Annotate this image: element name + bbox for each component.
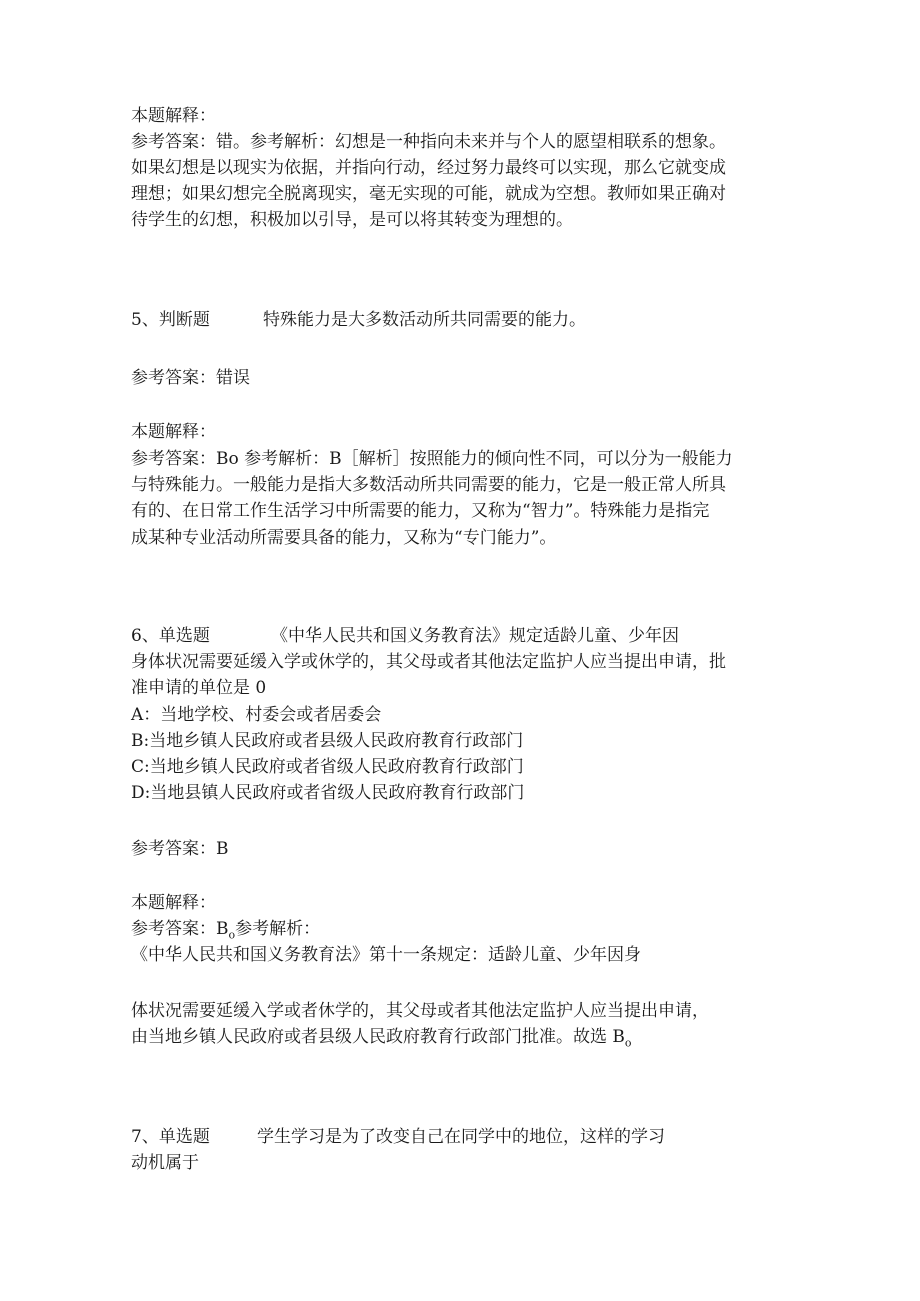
- q6-stem-line: 准申请的单位是 0: [131, 678, 267, 698]
- q7-question: [131, 1124, 665, 1150]
- q7-stem-line: 动机属于: [131, 1153, 199, 1173]
- q6-explain-body-text: 由当地乡镇人民政府或者县级人民政府教育行政部门批准。故选 B: [131, 1027, 625, 1047]
- q5-explain-line: 有的、在日常工作生活学习中所需要的能力，又称为“智力”。特殊能力是指完: [131, 501, 710, 521]
- q6-explain-body: [131, 1024, 632, 1056]
- q4-explain-line: 理想；如果幻想完全脱离现实，毫无实现的可能，就成为空想。教师如果正确对: [131, 184, 726, 204]
- q7-type-label: 7、单选题: [131, 1127, 210, 1147]
- q6-explain-cite: 《中华人民共和国义务教育法》第十一条规定：适龄儿童、少年因身: [131, 945, 641, 965]
- q5-explain-line: 参考答案：Bo 参考解析：B［解析］按照能力的倾向性不同，可以分为一般能力: [131, 449, 733, 469]
- q5-explain-title: 本题解释：: [131, 422, 216, 442]
- q6-option-c: C:当地乡镇人民政府或者省级人民政府教育行政部门: [131, 757, 524, 777]
- q6-explain-head-text: 参考答案：B: [131, 919, 229, 939]
- q6-question: [131, 623, 679, 649]
- q5-type-label: 5、判断题: [131, 310, 210, 330]
- q6-option-b: B:当地乡镇人民政府或者县级人民政府教育行政部门: [131, 731, 524, 751]
- q6-option-a: A：当地学校、村委会或者居委会: [131, 705, 382, 725]
- q4-explain-title: 本题解释：: [131, 106, 216, 126]
- q6-option-d: D:当地县镇人民政府或者省级人民政府教育行政部门: [131, 783, 525, 803]
- q5-answer: 参考答案：错误: [131, 368, 250, 388]
- q5-question: [131, 307, 586, 333]
- q6-stem-line: 身体状况需要延缓入学或休学的，其父母或者其他法定监护人应当提出申请，批: [131, 652, 726, 672]
- q4-explain-line: 参考答案：错。参考解析：幻想是一种指向未来并与个人的愿望相联系的想象。: [131, 132, 726, 152]
- q6-answer: 参考答案：B: [131, 839, 229, 859]
- q5-stem: 特殊能力是大多数活动所共同需要的能力。: [263, 310, 586, 330]
- q4-explain-line: 待学生的幻想，积极加以引导，是可以将其转变为理想的。: [131, 210, 573, 230]
- q5-explain-line: 与特殊能力。一般能力是指大多数活动所共同需要的能力，它是一般正常人所具: [131, 475, 726, 495]
- q4-explain-line: 如果幻想是以现实为依据，并指向行动，经过努力最终可以实现，那么它就变成: [131, 158, 726, 178]
- q6-type-label: 6、单选题: [131, 626, 210, 646]
- q6-explain-body: 体状况需要延缓入学或者休学的，其父母或者其他法定监护人应当提出申请，: [131, 1001, 709, 1021]
- q6-explain-head-sub: o: [228, 928, 236, 942]
- q5-explain-line: 成某种专业活动所需要具备的能力，又称为“专门能力”。: [131, 528, 557, 548]
- q6-stem: 《中华人民共和国义务教育法》规定适龄儿童、少年因: [271, 626, 679, 646]
- q6-explain-body-sub: o: [624, 1036, 632, 1050]
- q6-explain-head-tail: 参考解析：: [235, 919, 321, 939]
- q6-explain-title: 本题解释：: [131, 893, 216, 913]
- q7-stem: 学生学习是为了改变自己在同学中的地位，这样的学习: [257, 1127, 665, 1147]
